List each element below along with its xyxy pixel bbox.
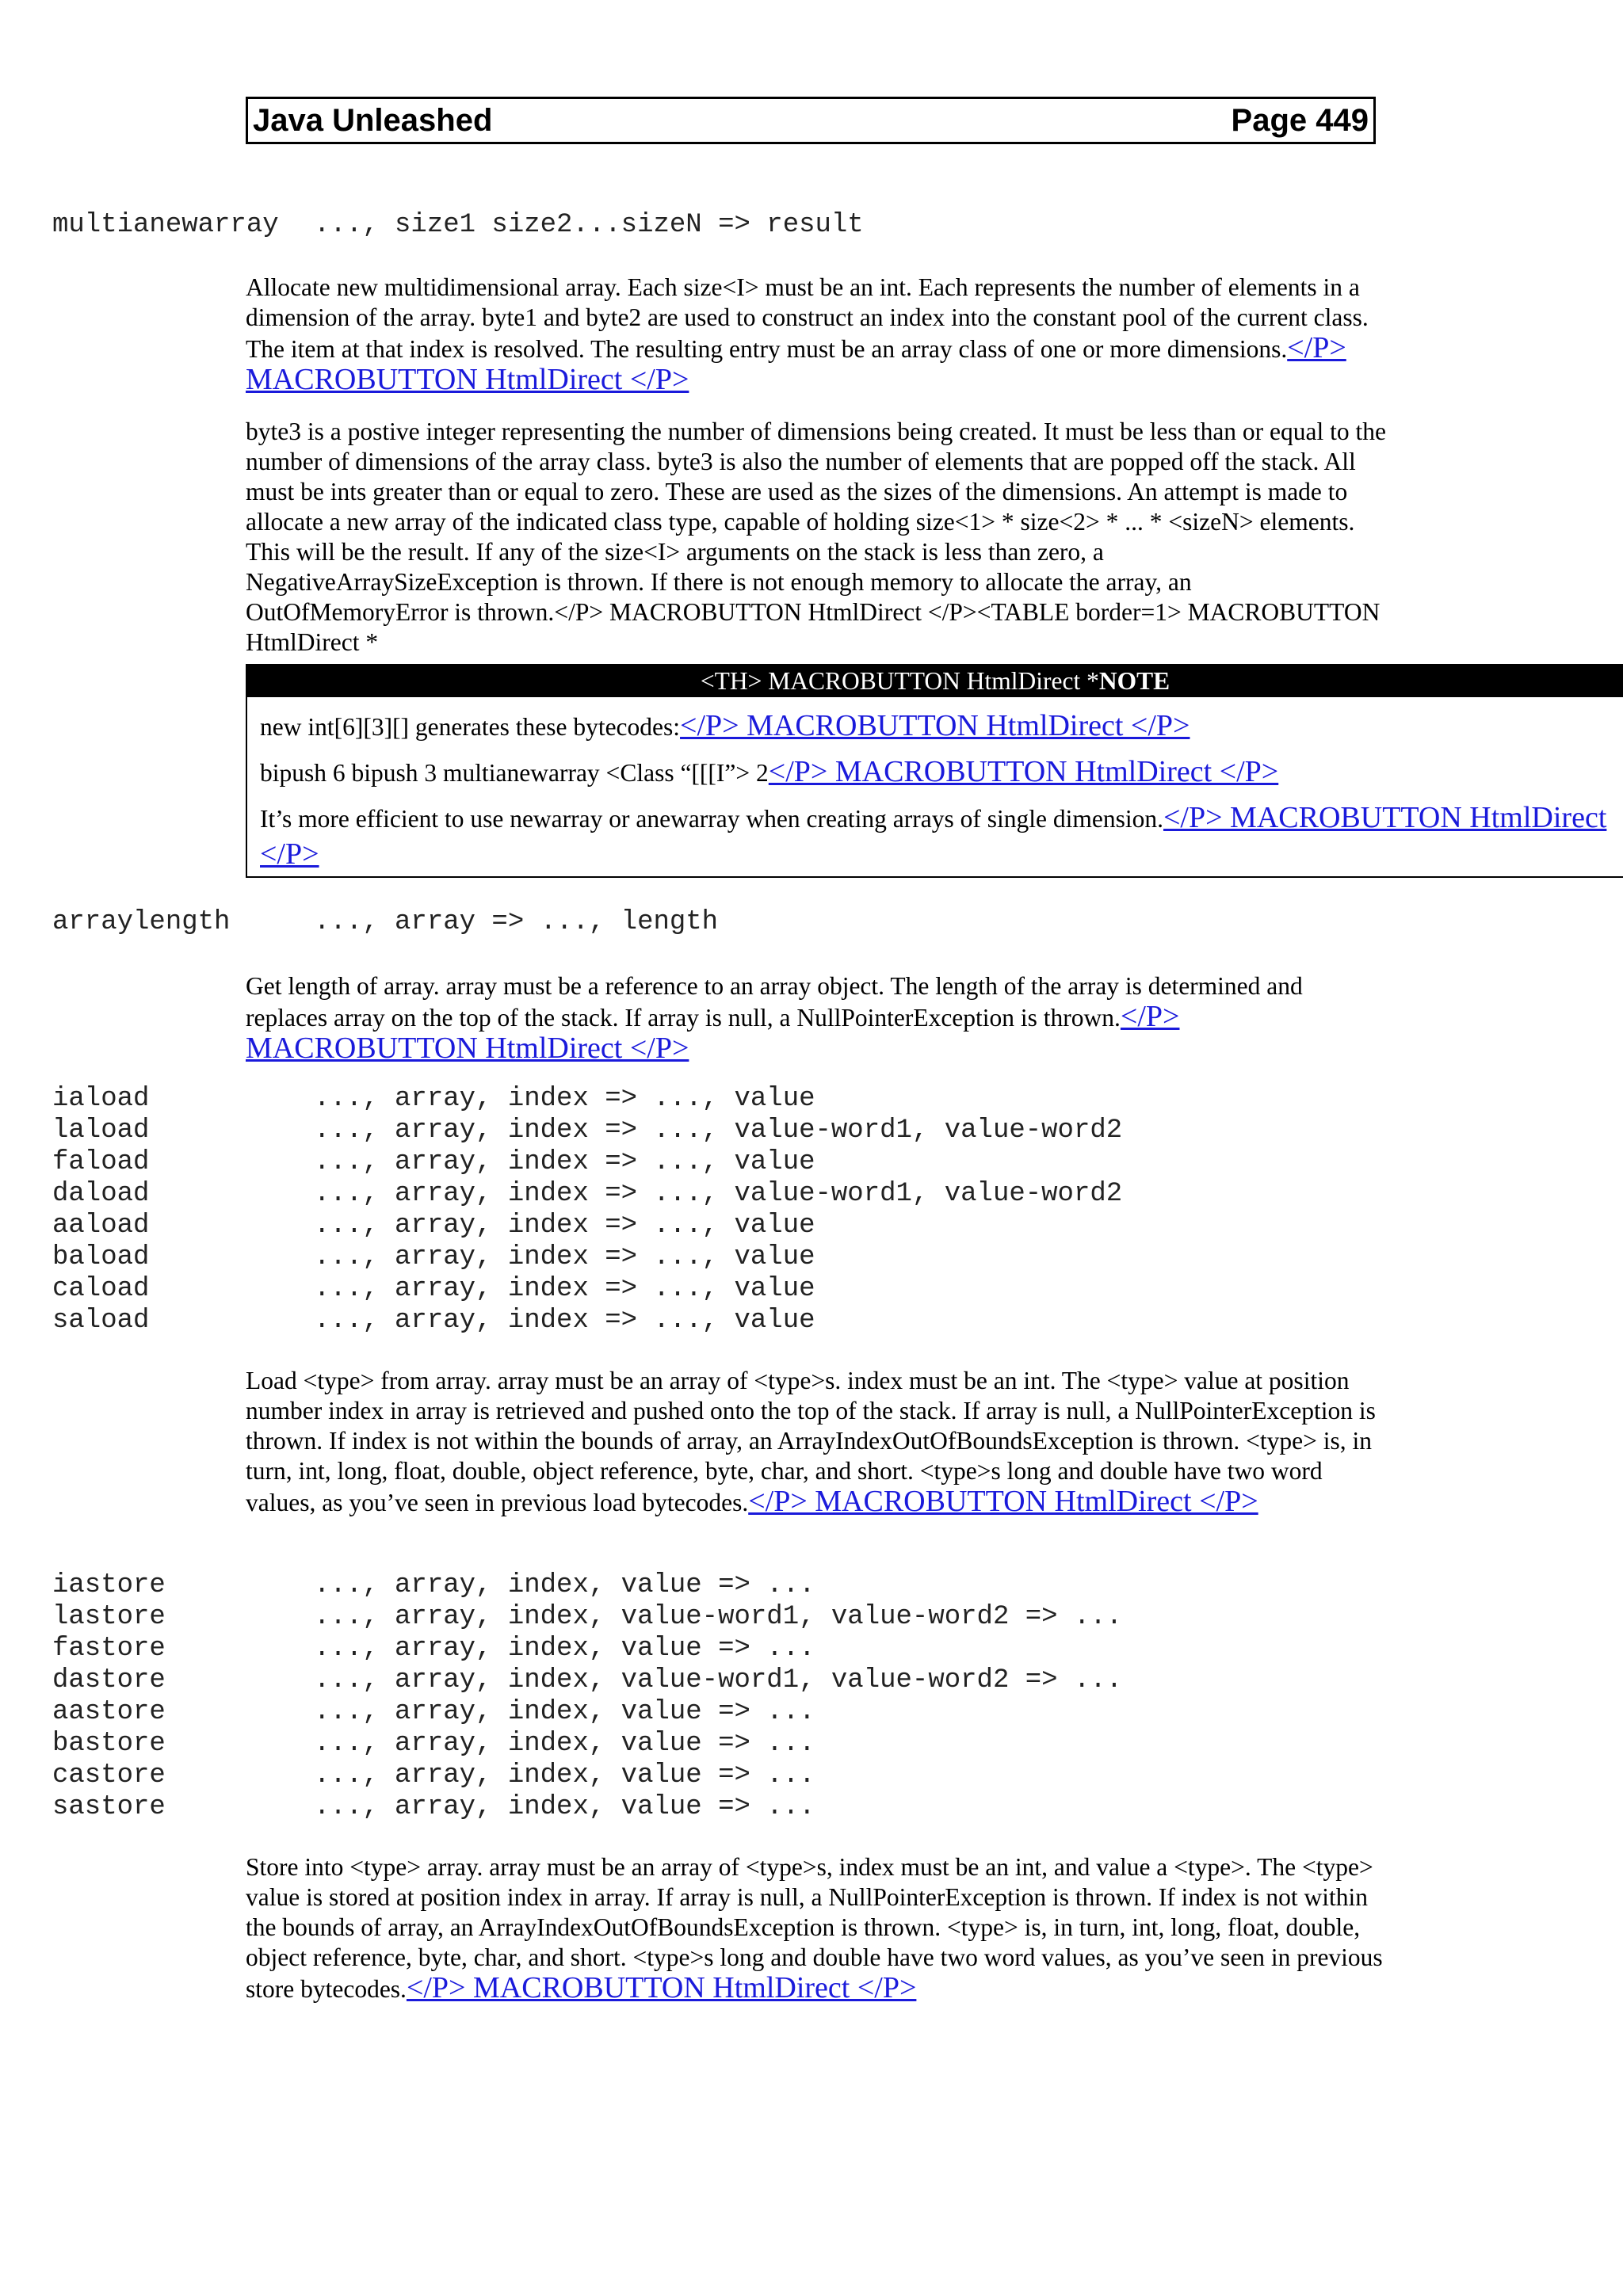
arraylength-signature	[52, 906, 718, 938]
multianewarray-signature	[52, 209, 864, 241]
opcode-row	[52, 1305, 1122, 1337]
opcode-name: lastore	[52, 1602, 166, 1632]
stack-effect: ..., array, index => ..., value	[314, 1084, 815, 1114]
opcode-row	[52, 1178, 1122, 1210]
note-row-text: bipush 6 bipush 3 multianewarray <Class “[[[I”> 2	[260, 759, 769, 787]
note-row	[247, 708, 1623, 743]
stack-effect: ..., array, index, value-word1, value-word2 => ...	[314, 1602, 1123, 1632]
opcode-name: fastore	[52, 1634, 166, 1664]
opcode-row	[52, 1791, 1122, 1823]
macrobutton-link[interactable]: </P> MACROBUTTON HtmlDirect </P>	[406, 1971, 917, 2004]
macrobutton-link[interactable]: </P> MACROBUTTON HtmlDirect </P>	[260, 801, 1607, 871]
opcode-name: laload	[52, 1116, 150, 1146]
opcode-name: iastore	[52, 1570, 166, 1600]
note-row	[247, 800, 1623, 873]
opcode-name: sastore	[52, 1792, 166, 1822]
page-header	[246, 97, 1376, 144]
stack-effect: ..., array, index => ..., value	[314, 1274, 815, 1304]
opcode-row	[52, 1696, 1122, 1728]
stack-effect: ..., size1 size2...sizeN => result	[314, 210, 864, 240]
opcode-name: bastore	[52, 1729, 166, 1759]
opcode-row	[52, 1115, 1122, 1146]
opcode-name: arraylength	[52, 907, 231, 937]
description-text: Get length of array. array must be a reference to an array object. The length of the array is determined and replaces array on the top of the stack. If array is null, a NullPointerException is thrown.	[246, 972, 1303, 1032]
opcode-row	[52, 1241, 1122, 1273]
note-header	[247, 666, 1623, 697]
multianewarray-description	[246, 273, 1387, 396]
note-table	[246, 664, 1623, 878]
array-load-opcodes	[52, 1083, 1122, 1337]
opcode-row	[52, 1146, 1122, 1178]
stack-effect: ..., array, index, value => ...	[314, 1760, 815, 1791]
stack-effect: ..., array, index => ..., value	[314, 1306, 815, 1336]
macrobutton-link[interactable]: </P> MACROBUTTON HtmlDirect </P>	[246, 331, 1346, 396]
macrobutton-link[interactable]: </P> MACROBUTTON HtmlDirect </P>	[768, 755, 1279, 788]
opcode-row	[52, 1569, 1122, 1601]
macrobutton-link[interactable]: </P> MACROBUTTON HtmlDirect </P>	[748, 1485, 1258, 1518]
stack-effect: ..., array, index => ..., value	[314, 1242, 815, 1272]
stack-effect: ..., array, index => ..., value-word1, value-word2	[314, 1116, 1123, 1146]
stack-effect: ..., array => ..., length	[314, 907, 719, 937]
opcode-name: faload	[52, 1147, 150, 1177]
array-load-description	[246, 1366, 1387, 1518]
opcode-name: aaload	[52, 1211, 150, 1241]
description-text: Allocate new multidimensional array. Each size<I> must be an int. Each represents the number of elements in a dimension of the array. byte1 and byte2 are used to construct an index into the constant pool of the current class. The item at that index is resolved. The resulting entry must be an array class of one or more dimensions.	[246, 273, 1369, 363]
note-row-text: new int[6][3][] generates these bytecodes:	[260, 713, 681, 741]
opcode-name: caload	[52, 1274, 150, 1304]
opcode-row	[52, 1273, 1122, 1305]
opcode-name: dastore	[52, 1665, 166, 1695]
opcode-row	[52, 1210, 1122, 1241]
array-store-opcodes	[52, 1569, 1122, 1823]
description-text: Store into <type> array. array must be an array of <type>s, index must be an int, and value a <type>. The <type> value is stored at position index in array. If array is null, a NullPointerException is thrown. If index is not within the bounds of array, an ArrayIndexOutOfBoundsException is thrown. <type> is, in turn, int, long, float, double, object reference, byte, char, and short. <type>s long and double have two word values, as you’ve seen in previous store bytecodes.	[246, 1853, 1383, 2003]
stack-effect: ..., array, index => ..., value	[314, 1147, 815, 1177]
note-row-text: It’s more efficient to use newarray or anewarray when creating arrays of single dimension.	[260, 805, 1163, 833]
opcode-row	[52, 1083, 1122, 1115]
opcode-name: aastore	[52, 1697, 166, 1727]
stack-effect: ..., array, index, value-word1, value-word2 => ...	[314, 1665, 1123, 1695]
note-header-bold: NOTE	[1098, 667, 1170, 695]
opcode-name: multianewarray	[52, 210, 279, 240]
macrobutton-link[interactable]: </P> MACROBUTTON HtmlDirect </P>	[246, 1000, 1180, 1065]
opcode-row	[52, 1665, 1122, 1696]
opcode-name: baload	[52, 1242, 150, 1272]
opcode-row	[52, 1728, 1122, 1760]
arraylength-description	[246, 971, 1387, 1065]
stack-effect: ..., array, index => ..., value-word1, value-word2	[314, 1179, 1123, 1209]
opcode-name: castore	[52, 1760, 166, 1791]
opcode-row	[52, 1601, 1122, 1633]
multianewarray-details: byte3 is a postive integer representing the number of dimensions being created. It must be less than or equal to the number of dimensions of the array class. byte3 is also the number of elements that are popped off the stack. All must be ints greater than or equal to zero. These are used as the sizes of the dimensions. An attempt is made to allocate a new array of the indicated class type, capable of holding size<1> * size<2> * ... * <sizeN> elements. This will be the result. If any of the size<I> arguments on the stack is less than zero, a NegativeArraySizeException is thrown. If there is not enough memory to allocate the array, an OutOfMemoryError is thrown.</P> MACROBUTTON HtmlDirect </P><TABLE border=1> MACROBUTTON HtmlDirect *	[246, 418, 1386, 656]
stack-effect: ..., array, index, value => ...	[314, 1792, 815, 1822]
array-store-description	[246, 1852, 1387, 2004]
opcode-row	[52, 1633, 1122, 1665]
stack-effect: ..., array, index, value => ...	[314, 1634, 815, 1664]
macrobutton-link[interactable]: </P> MACROBUTTON HtmlDirect </P>	[680, 709, 1190, 742]
opcode-name: daload	[52, 1179, 150, 1209]
description-text: Load <type> from array. array must be an array of <type>s. index must be an int. The <type> value at position number index in array is retrieved and pushed onto the top of the stack. If array is null, a NullPointerException is thrown. If index is not within the bounds of array, an ArrayIndexOutOfBoundsException is thrown. <type> is, in turn, int, long, float, double, object reference, byte, char, and short. <type>s long and double have two word values, as you’ve seen in previous load bytecodes.	[246, 1367, 1376, 1516]
opcode-row	[52, 1760, 1122, 1791]
note-header-text: <TH> MACROBUTTON HtmlDirect *	[700, 667, 1099, 695]
opcode-name: iaload	[52, 1084, 150, 1114]
opcode-name: saload	[52, 1306, 150, 1336]
page-number: Page 449	[1231, 102, 1369, 138]
note-row	[247, 754, 1623, 789]
stack-effect: ..., array, index => ..., value	[314, 1211, 815, 1241]
stack-effect: ..., array, index, value => ...	[314, 1570, 815, 1600]
stack-effect: ..., array, index, value => ...	[314, 1697, 815, 1727]
stack-effect: ..., array, index, value => ...	[314, 1729, 815, 1759]
book-title: Java Unleashed	[253, 102, 493, 138]
